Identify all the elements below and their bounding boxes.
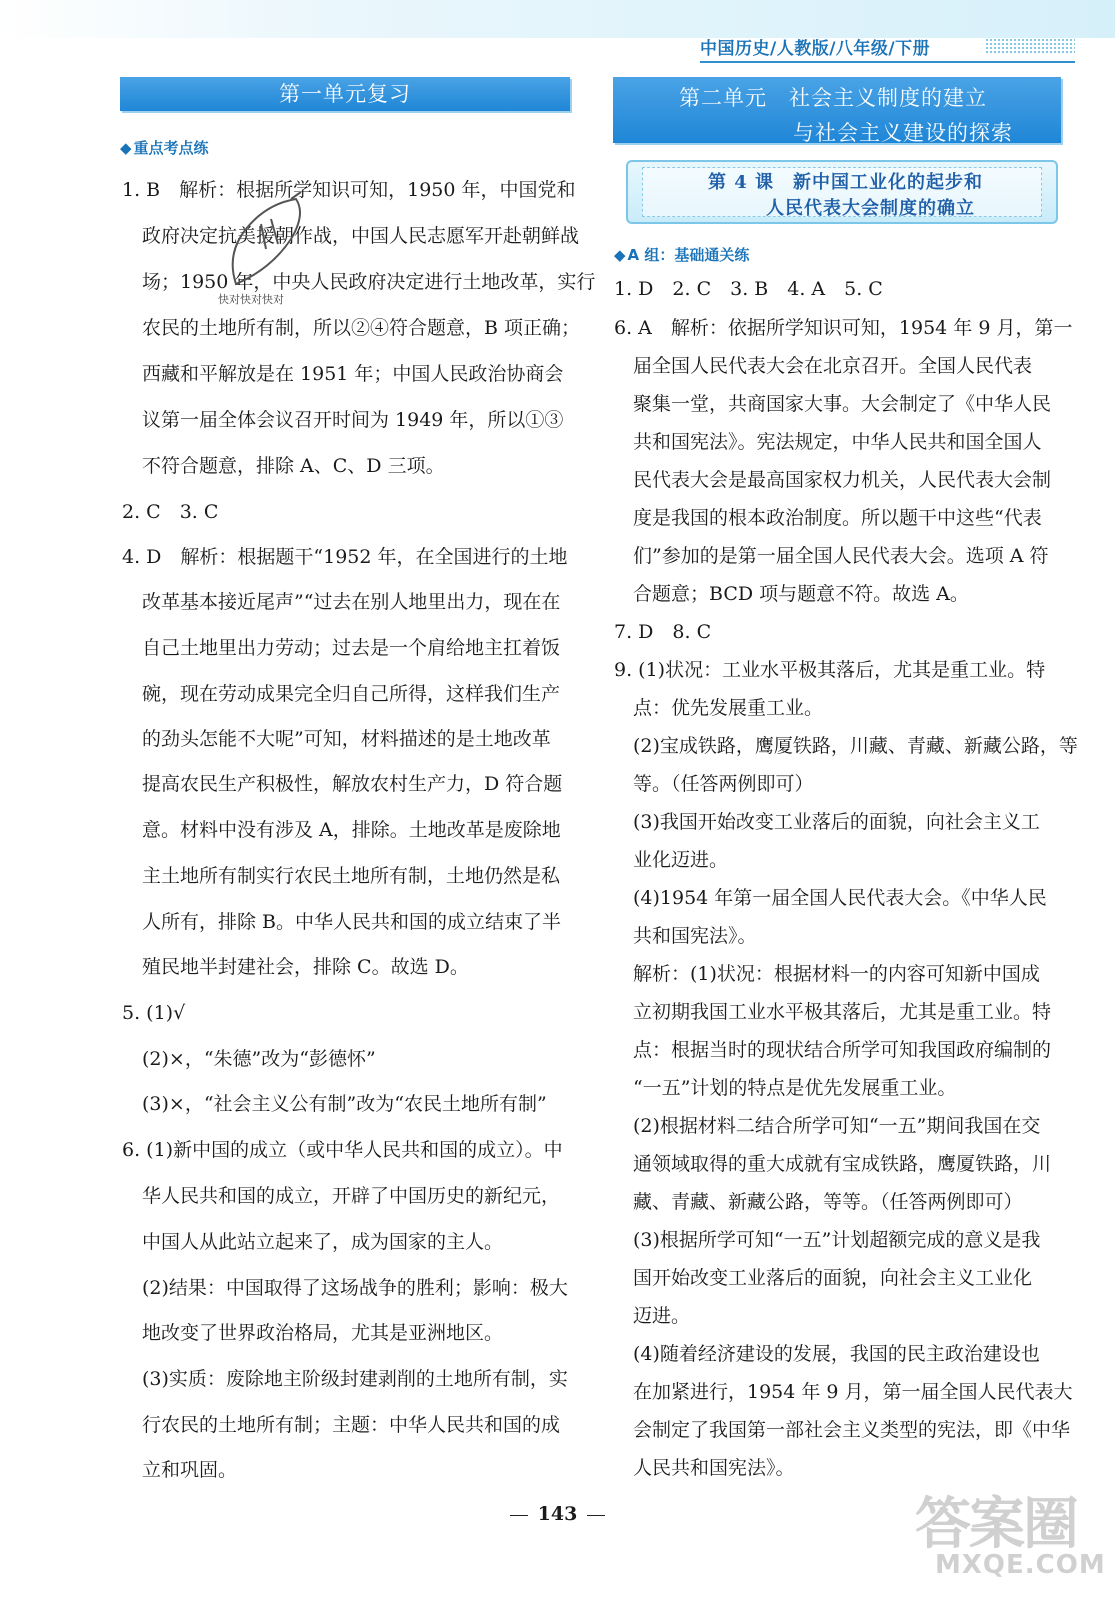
right-answer-line: 7. D 8. C (614, 621, 712, 643)
right-answer-line: 6. A 解析：依据所学知识可知，1954 年 9 月，第一 (614, 317, 1073, 339)
unit2-banner-line1: 第二单元 社会主义制度的建立 (679, 86, 987, 110)
left-answer-line: 场；1950 年，中央人民政府决定进行土地改革，实行 (142, 271, 596, 293)
right-answer-line: 会制定了我国第一部社会主义类型的宪法，即《中华 (633, 1419, 1071, 1441)
left-answer-line: (3)实质：废除地主阶级封建剥削的土地所有制，实 (142, 1368, 568, 1390)
left-answer-line: 人所有，排除 B。中华人民共和国的成立结束了半 (142, 911, 562, 933)
left-answer-line: 4. D 解析：根据题干“1952 年，在全国进行的土地 (122, 546, 568, 568)
right-section-label: A 组：基础通关练 (627, 246, 750, 264)
left-answer-line: 行农民的土地所有制；主题：中华人民共和国的成 (142, 1414, 561, 1436)
right-answer-line: 人民共和国宪法》。 (633, 1457, 795, 1479)
right-answer-line: 度是我国的根本政治制度。所以题干中这些“代表 (633, 507, 1042, 529)
right-answer-line: (3)我国开始改变工业落后的面貌，向社会主义工 (633, 811, 1040, 833)
dash-right (587, 1515, 605, 1516)
right-answer-line: 共和国宪法》。 (633, 925, 757, 947)
right-answer-line: 届全国人民代表大会在北京召开。全国人民代表 (633, 355, 1033, 377)
right-answer-line: 国开始改变工业落后的面貌，向社会主义工业化 (633, 1267, 1033, 1289)
running-header-title: 中国历史/人教版/八年级/下册 (700, 39, 931, 59)
left-section-label: 重点考点练 (133, 139, 209, 157)
unit2-banner-line2: 与社会主义建设的探索 (793, 121, 1013, 145)
watermark (905, 1480, 1106, 1590)
left-answer-line: 碗，现在劳动成果完全归自己所得，这样我们生产 (142, 683, 561, 705)
diamond-icon: ◆ (614, 246, 626, 264)
left-answer-line: (3)×，“社会主义公有制”改为“农民土地所有制” (142, 1093, 547, 1115)
right-answer-line: 共和国宪法》。宪法规定，中华人民共和国全国人 (633, 431, 1042, 453)
watermark-logo-text: 答案圈 (915, 1492, 1077, 1557)
right-answer-line: (3)根据所学可知“一五”计划超额完成的意义是我 (633, 1229, 1041, 1251)
left-answer-line: 主土地所有制实行农民土地所有制，土地仍然是私 (142, 865, 561, 887)
right-answer-line: 立初期我国工业水平极其落后，尤其是重工业。特 (633, 1001, 1052, 1023)
stamp-caption: 快对快对快对 (218, 293, 284, 306)
right-answer-line: (4)随着经济建设的发展，我国的民主政治建设也 (633, 1343, 1040, 1365)
header-dot-pattern (985, 38, 1075, 54)
right-answer-line: 点：优先发展重工业。 (633, 697, 824, 719)
right-answer-line: 业化迈进。 (633, 849, 729, 871)
right-answer-line: 点：根据当时的现状结合所学可知我国政府编制的 (633, 1039, 1052, 1061)
left-answer-line: 地改变了世界政治格局，尤其是亚洲地区。 (142, 1322, 504, 1344)
left-answer-line: 农民的土地所有制，所以②④符合题意，B 项正确； (142, 317, 581, 339)
left-answer-line: 6. (1)新中国的成立（或中华人民共和国的成立）。中 (122, 1139, 563, 1161)
right-answer-line: (2)根据材料二结合所学可知“一五”期间我国在交 (633, 1115, 1041, 1137)
right-answer-line: 在加紧进行，1954 年 9 月，第一届全国人民代表大 (633, 1381, 1073, 1403)
left-answer-line: 2. C 3. C (122, 501, 219, 523)
right-answer-line: 民代表大会是最高国家权力机关，人民代表大会制 (633, 469, 1052, 491)
lesson-title-line1: 第 4 课 新中国工业化的起步和 (708, 172, 984, 193)
left-answer-line: 自己土地里出力劳动；过去是一个肩给地主扛着饭 (142, 637, 561, 659)
right-answer-line: 解析：(1)状况：根据材料一的内容可知新中国成 (633, 963, 1040, 985)
left-answer-line: 5. (1)√ (122, 1002, 186, 1024)
left-answer-line: 中国人从此站立起来了，成为国家的主人。 (142, 1231, 504, 1253)
dash-left (510, 1515, 528, 1516)
left-answer-line: 立和巩固。 (142, 1459, 238, 1481)
left-section-heading (120, 137, 209, 158)
right-answer-line: 合题意；BCD 项与题意不符。故选 A。 (633, 583, 969, 605)
diamond-icon: ◆ (120, 139, 132, 157)
unit2-banner (613, 77, 1061, 143)
page-number-value: 143 (537, 1503, 578, 1525)
right-answer-line: (4)1954 年第一届全国人民代表大会。《中华人民 (633, 887, 1047, 909)
left-answer-line: 提高农民生产积极性，解放农村生产力，D 符合题 (142, 773, 563, 795)
left-answer-line: 不符合题意，排除 A、C、D 三项。 (142, 455, 445, 477)
left-answer-line: 殖民地半封建社会，排除 C。故选 D。 (142, 956, 469, 978)
top-band (0, 0, 1115, 38)
lesson-title-box (626, 160, 1058, 224)
right-answer-line: (2)宝成铁路，鹰厦铁路，川藏、青藏、新藏公路，等 (633, 735, 1078, 757)
left-answer-line: (2)结果：中国取得了这场战争的胜利；影响：极大 (142, 1277, 568, 1299)
left-answer-line: 的劲头怎能不大呢”可知，材料描述的是土地改革 (142, 728, 551, 750)
left-answer-line: 1. B 解析：根据所学知识可知，1950 年，中国党和 (122, 179, 576, 201)
right-answer-line: 们”参加的是第一届全国人民代表大会。选项 A 符 (633, 545, 1049, 567)
right-answer-line: 藏、青藏、新藏公路，等等。（任答两例即可） (633, 1191, 1023, 1213)
left-answer-line: 政府决定抗美援朝作战，中国人民志愿军开赴朝鲜战 (142, 225, 580, 247)
right-answer-line: 9. (1)状况：工业水平极其落后，尤其是重工业。特 (614, 659, 1046, 681)
left-answer-line: (2)×，“朱德”改为“彭德怀” (142, 1048, 376, 1070)
right-answer-line: 迈进。 (633, 1305, 691, 1327)
left-answer-line: 意。材料中没有涉及 A，排除。土地改革是废除地 (142, 819, 561, 841)
right-answer-line: 通领域取得的重大成就有宝成铁路，鹰厦铁路，川 (633, 1153, 1052, 1175)
right-answer-line: 1. D 2. C 3. B 4. A 5. C (614, 278, 883, 300)
right-answer-line: 等。（任答两例即可） (633, 773, 814, 795)
watermark-url: MXQE.COM (935, 1550, 1106, 1580)
unit1-review-banner: 第一单元复习 (120, 77, 570, 111)
right-answer-line: “一五”计划的特点是优先发展重工业。 (633, 1077, 957, 1099)
left-answer-line: 改革基本接近尾声”“过去在别人地里出力，现在在 (142, 591, 561, 613)
left-answer-line: 西藏和平解放是在 1951 年；中国人民政治协商会 (142, 363, 564, 385)
right-answer-line: 聚集一堂，共商国家大事。大会制定了《中华人民 (633, 393, 1052, 415)
header-rule (700, 61, 1075, 63)
left-answer-line: 议第一届全体会议召开时间为 1949 年，所以①③ (142, 409, 564, 431)
left-answer-line: 华人民共和国的成立，开辟了中国历史的新纪元， (142, 1185, 561, 1207)
lesson-title-line2: 人民代表大会制度的确立 (766, 198, 975, 219)
right-section-heading (614, 244, 749, 265)
